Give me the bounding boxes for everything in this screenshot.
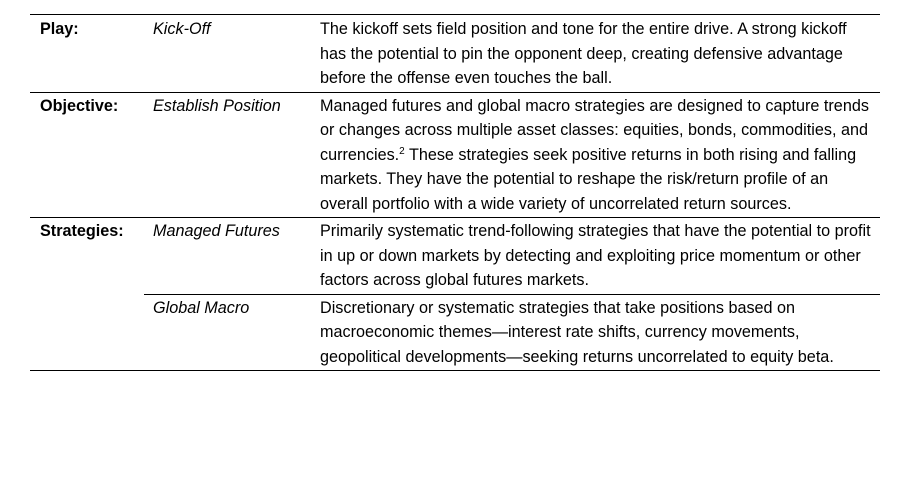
description-text-part-1: Managed futures and global macro strategies are designed to capture trends or changes across multiple asset classes: equities, bonds, commodities, and currencies. — [320, 96, 869, 164]
table-row-global-macro — [30, 294, 880, 371]
strategy-table — [30, 14, 880, 371]
table-row-strategies — [30, 218, 880, 295]
row-subtitle-kickoff: Kick-Off — [144, 15, 320, 93]
description-text-part-2: These strategies seek positive returns in both rising and falling markets. They have the potential to reshape the risk/return profile of an overall portfolio with a wide variety of uncorrelated return sources. — [320, 145, 857, 213]
footnote-marker: 2 — [399, 145, 405, 157]
row-description-kickoff: The kickoff sets field position and tone for the entire drive. A strong kickoff has the potential to pin the opponent deep, creating defensive advantage before the offense even touches the ball. — [320, 15, 880, 93]
row-description-establish-position — [320, 92, 880, 218]
row-label-play: Play: — [30, 15, 144, 93]
row-subtitle-establish-position: Establish Position — [144, 92, 320, 218]
row-description-global-macro: Discretionary or systematic strategies that take positions based on macroeconomic themes—interest rate shifts, currency movements, geopolitical developments—seeking returns uncorrelated to equity beta. — [320, 294, 880, 371]
table-row-objective — [30, 92, 880, 218]
row-subtitle-managed-futures: Managed Futures — [144, 218, 320, 295]
row-label-strategies: Strategies: — [30, 218, 144, 295]
row-subtitle-global-macro: Global Macro — [144, 294, 320, 371]
row-label-empty — [30, 294, 144, 371]
row-description-managed-futures: Primarily systematic trend-following strategies that have the potential to profit in up or down markets by detecting and exploiting price momentum or other factors across global futures markets. — [320, 218, 880, 295]
table-row-play — [30, 15, 880, 93]
row-label-objective: Objective: — [30, 92, 144, 218]
